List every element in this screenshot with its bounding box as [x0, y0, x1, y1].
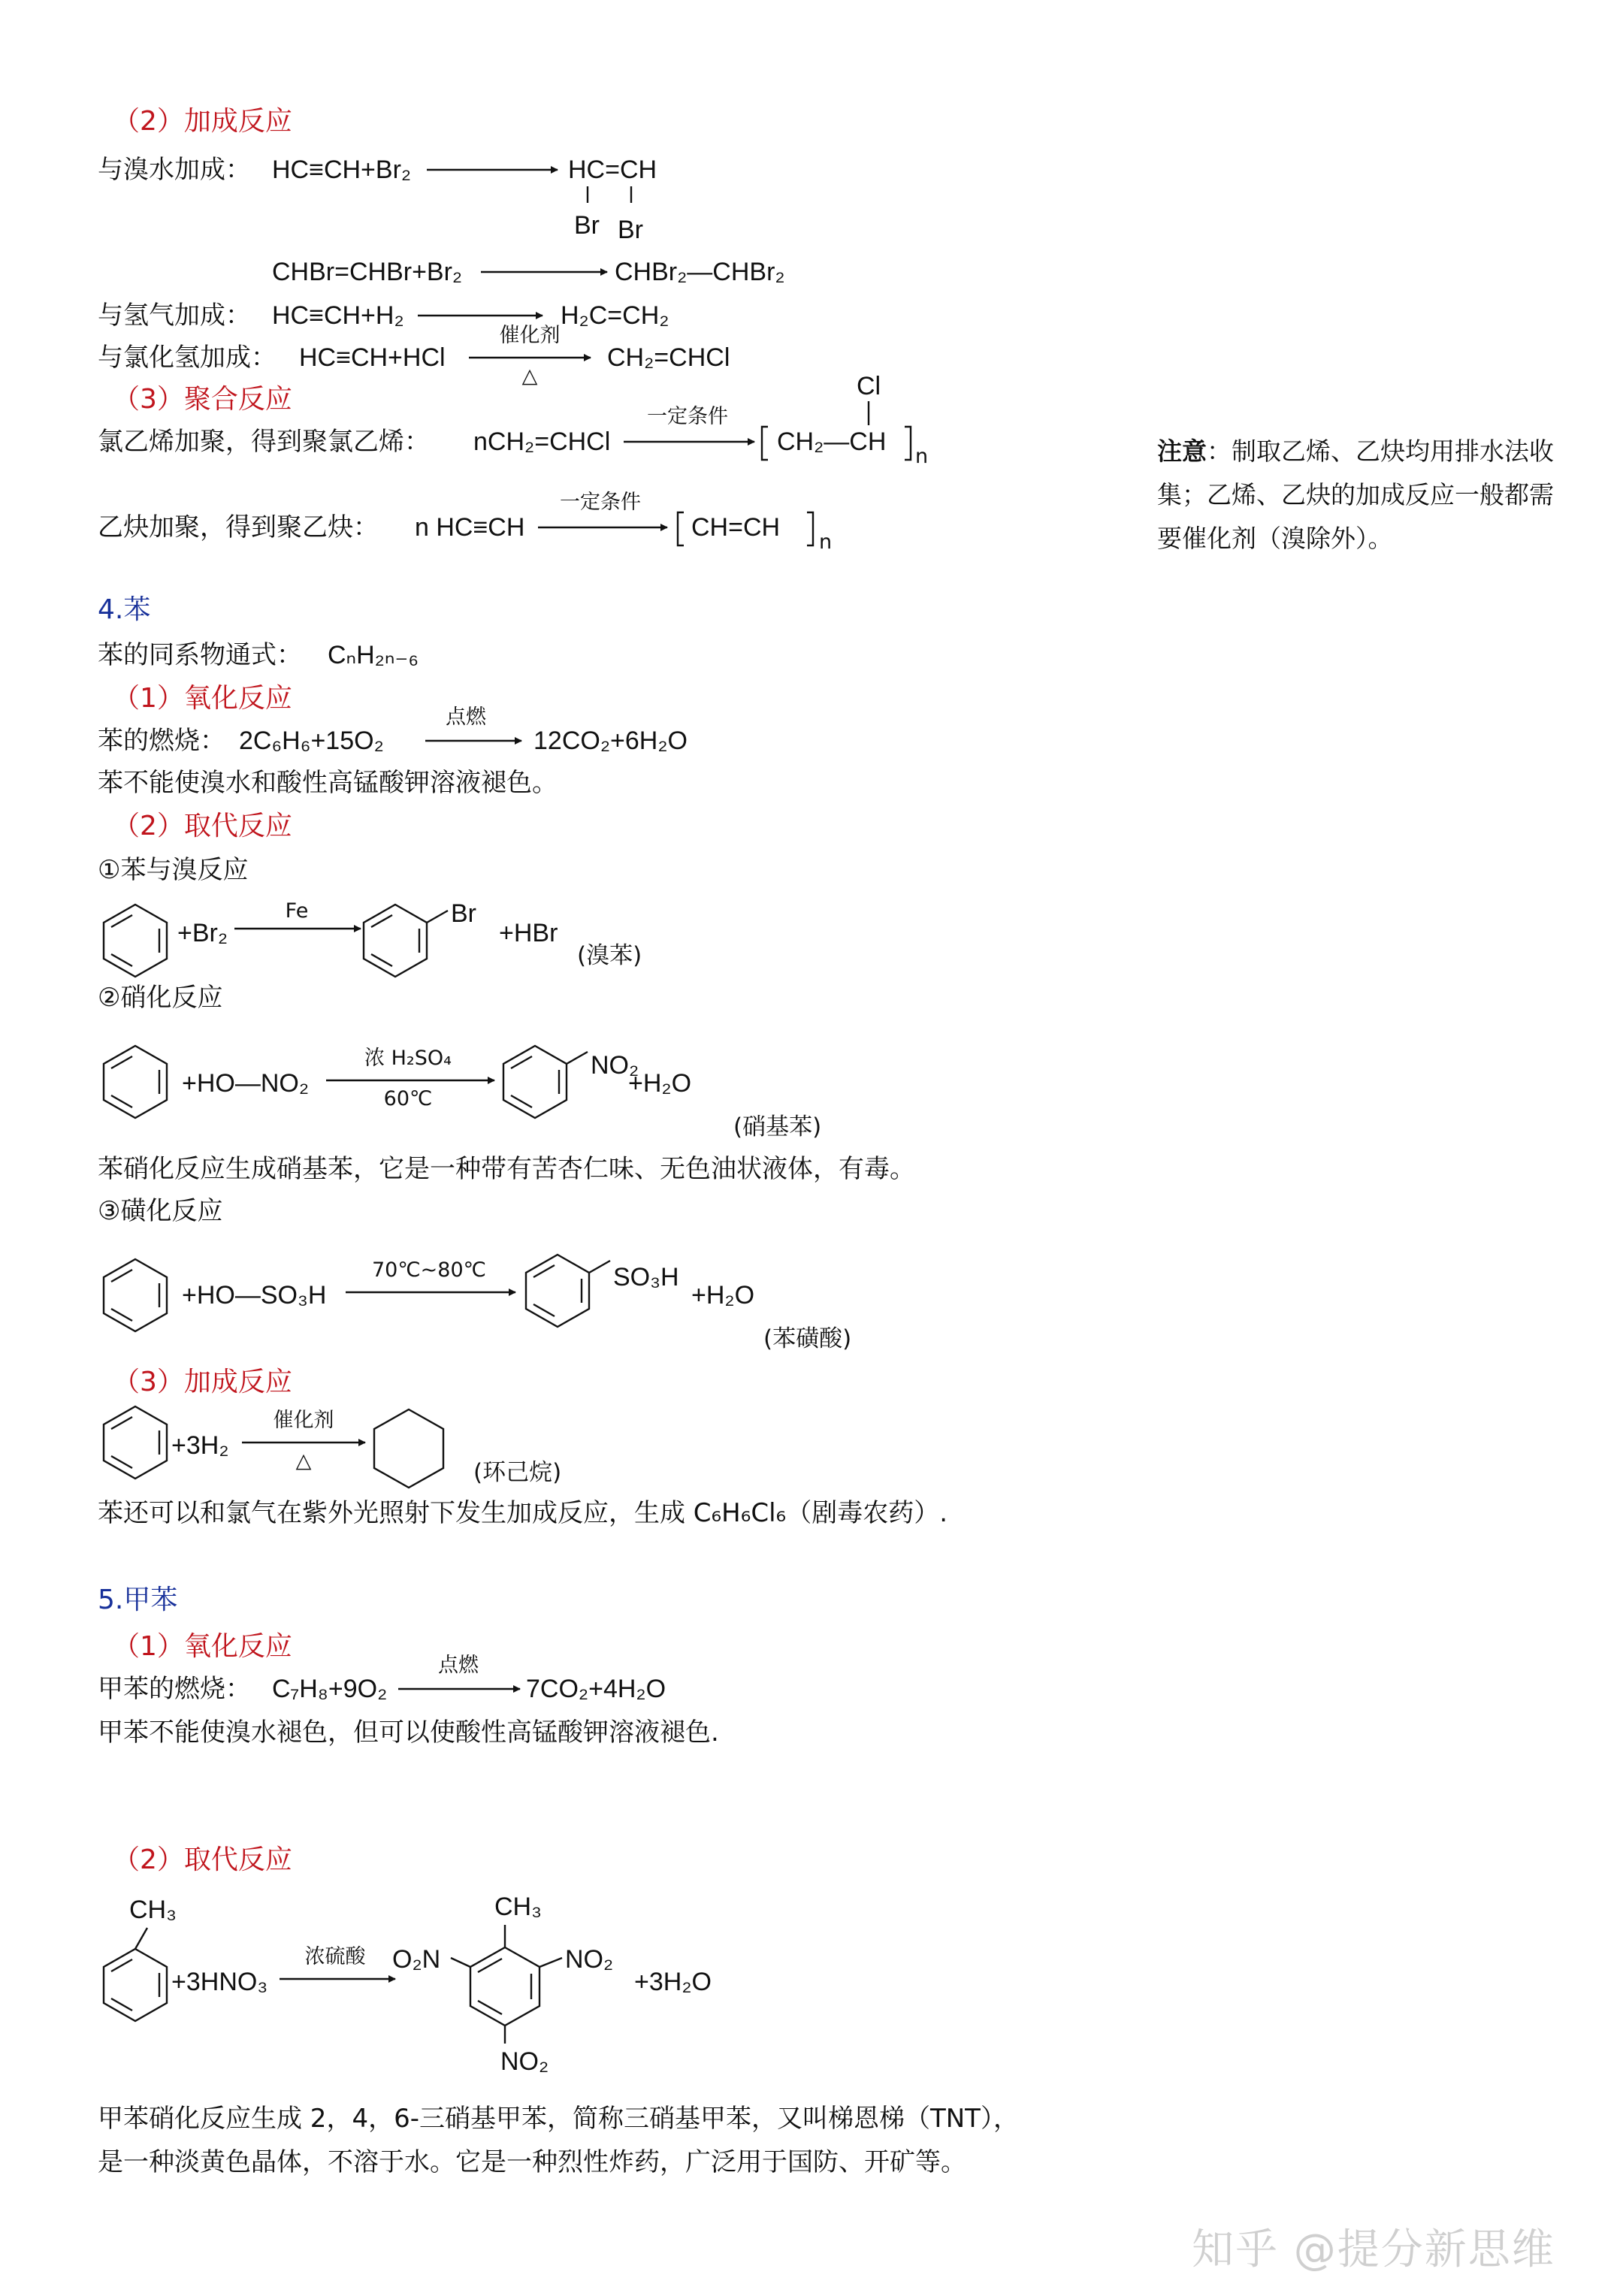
toluene-combustion-reactant: C₇H₈+9O₂	[272, 1675, 388, 1703]
side-note-label: 注意	[1157, 437, 1207, 466]
benzene-ring-addition-reactant	[104, 1406, 167, 1479]
br-label-1: Br	[574, 211, 600, 240]
benzene-ring-benzenesulfonic-acid	[526, 1255, 610, 1327]
nitration-condition-top: 浓 H₂SO₄	[364, 1047, 452, 1070]
bromine-second-reactant: CHBr=CHBr+Br₂	[272, 258, 463, 286]
tnt-ring	[451, 1925, 562, 2044]
br-label-2: Br	[618, 216, 643, 244]
tnt-note-line1: 甲苯硝化反应生成 2，4，6-三硝基甲苯，简称三硝基甲苯，又叫梯恩梯（TNT），	[98, 2104, 1019, 2134]
pa-reactant: n HC≡CH	[415, 513, 525, 542]
benzene-combustion-reactant: 2C₆H₆+15O₂	[239, 727, 384, 755]
hcl-condition-top: 催化剂	[499, 324, 561, 347]
side-note-text: ：制取乙烯、乙炔均用排水法收集；乙烯、乙炔的加成反应一般都需要催化剂（溴除外）。	[1157, 437, 1554, 553]
benzene-formula-prefix: 苯的同系物通式：	[98, 640, 302, 670]
bromobenzene-br: Br	[451, 899, 476, 928]
benzene-substitution-heading: （2）取代反应	[113, 811, 292, 841]
toluene-nitration-reagent: +3HNO₃	[171, 1968, 268, 1996]
pa-bracket-left	[678, 512, 684, 545]
nitration-title: ②硝化反应	[98, 983, 223, 1013]
benzene-ring-nitration-reactant	[104, 1046, 167, 1118]
toluene-combustion-condition: 点燃	[438, 1654, 479, 1677]
benzene-ring-bromobenzene	[364, 905, 448, 977]
benzene-addition-reagent: +3H₂	[171, 1431, 229, 1460]
toluene-ring	[104, 1928, 167, 2021]
hydrogen-addition-product: H₂C=CH₂	[561, 301, 669, 330]
nitration-reagent: +HO—NO₂	[182, 1069, 310, 1098]
pvc-reactant: nCH₂=CHCl	[473, 427, 611, 456]
pa-product: CH=CH	[691, 513, 781, 542]
benzene-addition-heading: （3）加成反应	[113, 1367, 292, 1397]
toluene-oxidation-heading: （1）氧化反应	[113, 1631, 292, 1662]
sulfonation-reagent: +HO—SO₃H	[182, 1281, 327, 1310]
tnt-no2-bottom: NO₂	[500, 2047, 549, 2076]
benzene-oxidation-heading: （1）氧化反应	[113, 683, 292, 714]
pa-bracket-right	[807, 512, 813, 545]
benzene-ring-sulfonation-reactant	[104, 1259, 167, 1331]
tnt-o2n: O₂N	[392, 1945, 441, 1974]
benzene-combustion-note: 苯不能使溴水和酸性高锰酸钾溶液褪色。	[98, 768, 558, 798]
nitrobenzene-group: NO₂	[591, 1051, 639, 1080]
pa-condition: 一定条件	[560, 491, 641, 514]
pa-prefix: 乙炔加聚，得到聚乙炔：	[98, 512, 379, 542]
hydrogen-addition-prefix: 与氢气加成：	[98, 301, 251, 331]
hcl-addition-product: CH₂=CHCl	[607, 343, 730, 372]
pvc-bracket-right	[905, 427, 911, 460]
pvc-product: CH₂—CH	[777, 427, 887, 456]
alkyne-addition-heading: （2）加成反应	[113, 106, 292, 137]
benzene-combustion-condition: 点燃	[446, 705, 486, 729]
benzene-addition-condition-top: 催化剂	[273, 1409, 334, 1432]
tnt-methyl: CH₃	[494, 1893, 542, 1921]
benzene-combustion-product: 12CO₂+6H₂O	[533, 727, 688, 755]
cyclohexane-ring	[374, 1409, 443, 1488]
toluene-combustion-product: 7CO₂+4H₂O	[526, 1675, 666, 1703]
bromine-second-product: CHBr₂—CHBr₂	[615, 258, 785, 286]
polymer-heading: （3）聚合反应	[113, 384, 292, 415]
nitration-condition-bottom: 60℃	[383, 1087, 433, 1110]
benzene-ring-nitrobenzene	[503, 1046, 588, 1118]
toluene-combustion-note: 甲苯不能使溴水褪色，但可以使酸性高锰酸钾溶液褪色.	[98, 1717, 719, 1748]
benzene-addition-condition-bottom: △	[295, 1449, 312, 1473]
hcl-condition-bottom: △	[521, 364, 538, 388]
sulfonation-title: ③磺化反应	[98, 1196, 223, 1226]
pa-n: n	[819, 530, 833, 554]
bromine-addition-reactant: HC≡CH+Br₂	[272, 156, 412, 184]
bromination-hbr: +HBr	[499, 919, 558, 947]
nitrobenzene-name: (硝基苯)	[733, 1113, 822, 1140]
pvc-condition: 一定条件	[647, 405, 728, 428]
hcl-addition-reactant: HC≡CH+HCl	[299, 343, 446, 372]
toluene-heading: 5.甲苯	[98, 1585, 178, 1615]
pvc-cl: Cl	[857, 372, 881, 400]
pvc-bracket-left	[762, 427, 768, 460]
nitration-note: 苯硝化反应生成硝基苯，它是一种带有苦杏仁味、无色油状液体，有毒。	[98, 1154, 915, 1184]
tnt-no2-right: NO₂	[565, 1945, 614, 1974]
cyclohexane-name: (环己烷)	[473, 1459, 562, 1486]
bromination-title: ①苯与溴反应	[98, 855, 249, 885]
sulfonation-condition: 70℃~80℃	[372, 1258, 486, 1282]
side-note	[1157, 430, 1578, 560]
hcl-addition-prefix: 与氯化氢加成：	[98, 343, 277, 373]
benzene-formula: CₙH₂ₙ₋₆	[328, 641, 419, 669]
bromination-reagent: +Br₂	[177, 919, 228, 947]
bromobenzene-name: (溴苯)	[577, 942, 642, 969]
sulfonation-water: +H₂O	[691, 1281, 755, 1310]
bromine-addition-product: HC=CH	[568, 156, 657, 184]
toluene-substitution-heading: （2）取代反应	[113, 1844, 292, 1875]
bromination-condition: Fe	[285, 899, 309, 923]
hydrogen-addition-reactant: HC≡CH+H₂	[272, 301, 404, 330]
sulfonic-acid-group: SO₃H	[613, 1263, 679, 1292]
pvc-prefix: 氯乙烯加聚，得到聚氯乙烯：	[98, 427, 430, 457]
benzenesulfonic-acid-name: (苯磺酸)	[763, 1325, 852, 1352]
bromine-addition-prefix: 与溴水加成：	[98, 155, 251, 185]
toluene-methyl: CH₃	[129, 1896, 177, 1924]
toluene-combustion-prefix: 甲苯的燃烧：	[98, 1674, 251, 1704]
benzene-ring-bromination-reactant	[104, 905, 167, 977]
toluene-nitration-condition: 浓硫酸	[304, 1945, 366, 1968]
benzene-heading: 4.苯	[98, 594, 151, 625]
toluene-nitration-water: +3H₂O	[634, 1968, 712, 1996]
nitration-water: +H₂O	[628, 1069, 692, 1098]
benzene-addition-note: 苯还可以和氯气在紫外光照射下发生加成反应，生成 C₆H₆Cl₆（剧毒农药）.	[98, 1498, 948, 1528]
tnt-note-line2: 是一种淡黄色晶体，不溶于水。它是一种烈性炸药，广泛用于国防、开矿等。	[98, 2147, 966, 2177]
watermark: 知乎 @提分新思维	[1192, 2225, 1555, 2274]
benzene-combustion-prefix: 苯的燃烧：	[98, 726, 225, 756]
pvc-n: n	[915, 445, 929, 468]
